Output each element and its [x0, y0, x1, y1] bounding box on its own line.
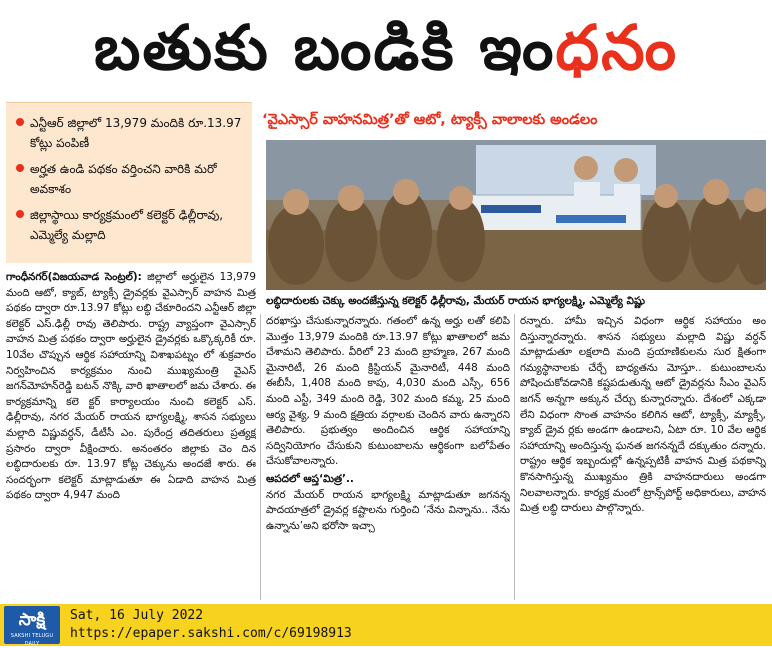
- photo-illustration: [266, 140, 766, 290]
- logo-sub-text: SAKSHI TELUGU DAILY: [10, 633, 54, 647]
- bullet-dot-icon: [16, 210, 24, 218]
- bullet-dot-icon: [16, 118, 24, 126]
- article-paragraph: [6, 270, 256, 504]
- epaper-link[interactable]: https://epaper.sakshi.com/c/69198913: [70, 626, 352, 641]
- dateline: గాంధీనగర్(విజయవాడ సెంట్రల్):: [6, 271, 142, 283]
- highlight-text: జిల్లాస్థాయి కార్యక్రమంలో కలెక్టర్ ఢిల్లీరావు, ఎమ్మెల్యే మల్లాది: [30, 208, 224, 242]
- highlights-box: [6, 102, 252, 263]
- photo-caption: లబ్ధిదారులకు చెక్కు అందజేస్తున్న కలెక్టర్ ఢిల్లీరావు, మేయర్ రాయన భాగ్యలక్ష్మి, ఎమ్మెల్యే విష్ణు: [266, 295, 646, 307]
- article-column-3: [520, 314, 766, 600]
- highlights-list: [6, 103, 252, 245]
- headline: [0, 0, 772, 96]
- sub-headline: ‘వైఎస్సార్ వాహనమిత్ర’తో ఆటో, ట్యాక్సీ వాలాలకు అండలం: [262, 112, 598, 128]
- highlight-text: అర్హత ఉండి పథకం వర్తించని వారికి మరో అవకాశం: [30, 162, 217, 196]
- news-photo: [266, 140, 766, 290]
- column-divider: [514, 314, 515, 600]
- bullet-dot-icon: [16, 164, 24, 172]
- footer-bar: [0, 604, 772, 646]
- publication-date: Sat, 16 July 2022: [70, 608, 204, 623]
- article-text: దరఖాస్తు చేసుకున్నారన్నారు. గతంలో ఉన్న అర్హు లతో కలిపి మొత్తం 13,979 మందికి రూ.13.97 కోట్లు ఖాతాలలో జమ చేశామని తెలిపారు. వీరిలో 23 మంది బ్రాహ్మణ, 267 మంది మైనారిటీ, 26 మంది క్రిస్టియన్ మైనారిటీ, 448 మంది ఈబీసీ, 1,408 మంది కాపు, 4,030 మంది ఎస్సీ, 656 మంది ఎస్టీ, 349 మంది రెడ్డి, 302 మంది కమ్మ, 25 మంది ఆర్య వైశ్య, 9 మంది క్షత్రియ వర్గాలకు చెందిన వారు ఉన్నారని తెలిపారు. ప్రభుత్వం అందించిన ఆర్థిక సహాయాన్ని సద్వినియోగం చేసుకుని కుటుంబాలను ఆర్థికంగా బలోపేతం చేసుకోవాలన్నారు.: [266, 315, 510, 468]
- highlight-item: [16, 159, 244, 199]
- article-text: జిల్లాలో అర్హులైన 13,979 మంది ఆటో, క్యాబ్, ట్యాక్సీ డ్రైవర్లకు వైఎస్సార్ వాహన మిత్ర పథకం ద్వారా రూ.13.97 కోట్లు లబ్ధి చేకూరిందని ఎన్టీఆర్ జిల్లా కలెక్టర్ ఎస్.ఢిల్లీ రావు తెలిపారు. రాష్ట్ర వ్యాప్తంగా వైఎస్సార్ వాహన మిత్ర పథకం ద్వారా అర్హులైన డ్రైవర్లకు ఒక్కొక్కరికీ రూ. 10వేల చొప్పున ఆర్థిక సహాయాన్ని విశాఖపట్నం లో శుక్రవారం నిర్వహించిన కార్యక్రమం నుంచి ముఖ్యమంత్రి వైఎస్ జగన్‌మోహన్‌రెడ్డి బటన్ నొక్కి వారి ఖాతాలలో జమ చేశారు. ఈ కార్యక్రమాన్ని కలె క్టర్ కార్యాలయం నుంచి కలెక్టర్ ఎస్. ఢిల్లీరావు, నగర మేయర్ రాయన భాగ్యలక్ష్మి, శాసన సభ్యులు మల్లాది విష్ణువర్ధన్, డీటీసీ ఎం. పురేంద్ర తదితరులు ప్రత్యక్ష ప్రసారం ద్వారా వీక్షించారు. అనంతరం జిల్లాకు చెం దిన లబ్ధిదారులకు రూ. 13.97 కోట్ల చెక్కును అందజే శారు. ఈ సందర్భంగా కలెక్టర్ మాట్లాడుతూ ఈ ఏడాది వాహన మిత్ర పథకం ద్వారా 4,947 మంది: [6, 271, 256, 502]
- article-text: రన్నారు. హామీ ఇచ్చిన విధంగా ఆర్థిక సహాయం అం దిస్తున్నారన్నారు. శాసన సభ్యులు మల్లాది విష్ణు వర్ధన్ మాట్లాడుతూ లక్షలాది మంది ప్రయాణికులను సుర క్షితంగా గమ్యస్థానాలకు చేర్చే బాధ్యతను మోస్తూ.. కుటుంబాలను పోషించుకోవడానికి కష్టపడుతున్న ఆటో డ్రైవర్లను సీఎం వైఎస్ జగన్ అన్నగా అక్కున చేర్చు కున్నారన్నారు. దేశంలో ఎక్కడా లేని విధంగా సొంత వాహనం కలిగిన ఆటో, ట్యాక్సీ, మ్యాక్సీ, క్యాబ్ డ్రైవ ర్లకు అండగా ఉండాలని, ఏటా రూ. 10 వేల ఆర్థిక సహాయాన్ని అందిస్తున్న ఘనత జగనన్నదే దక్కుతుం దన్నారు. రాష్ట్రం ఆర్థిక ఇబ్బందుల్లో ఉన్నప్పటికీ వాహన మిత్ర పథకాన్ని కొనసాగిస్తున్న ముఖ్యమం త్రికి వాహనదారులు అండగా నిలవాలన్నారు. కార్యక్ర మంలో ట్రాన్స్‌పోర్ట్ అధికారులు, వాహన మిత్ర లబ్ధి దారులు పాల్గొన్నారు.: [520, 315, 766, 515]
- article-subtitle: ఆపదలో ఆప్త‘మిత్ర’..: [266, 472, 354, 485]
- headline-black-part: బతుకు బండికి ఇం: [93, 11, 556, 84]
- highlight-item: [16, 113, 244, 153]
- logo-main-text: సాక్షి: [18, 610, 46, 630]
- highlight-text: ఎన్టీఆర్ జిల్లాలో 13,979 మందికి రూ.13.97 కోట్లు పంపిణీ: [30, 116, 242, 150]
- column-divider: [260, 314, 261, 600]
- article-text: నగర మేయర్ రాయన భాగ్యలక్ష్మి మాట్లాడుతూ జగనన్న పాదయాత్రలో డ్రైవర్ల కష్టాలను గుర్తించి ‘నేను విన్నాను.. నేను ఉన్నాను’అని భరోసా ఇచ్చా: [266, 488, 510, 532]
- highlight-item: [16, 205, 244, 245]
- article-column-2: [266, 314, 510, 600]
- article-column-1: [6, 270, 256, 600]
- headline-red-part: ధనం: [555, 11, 679, 84]
- sakshi-logo: [4, 606, 60, 647]
